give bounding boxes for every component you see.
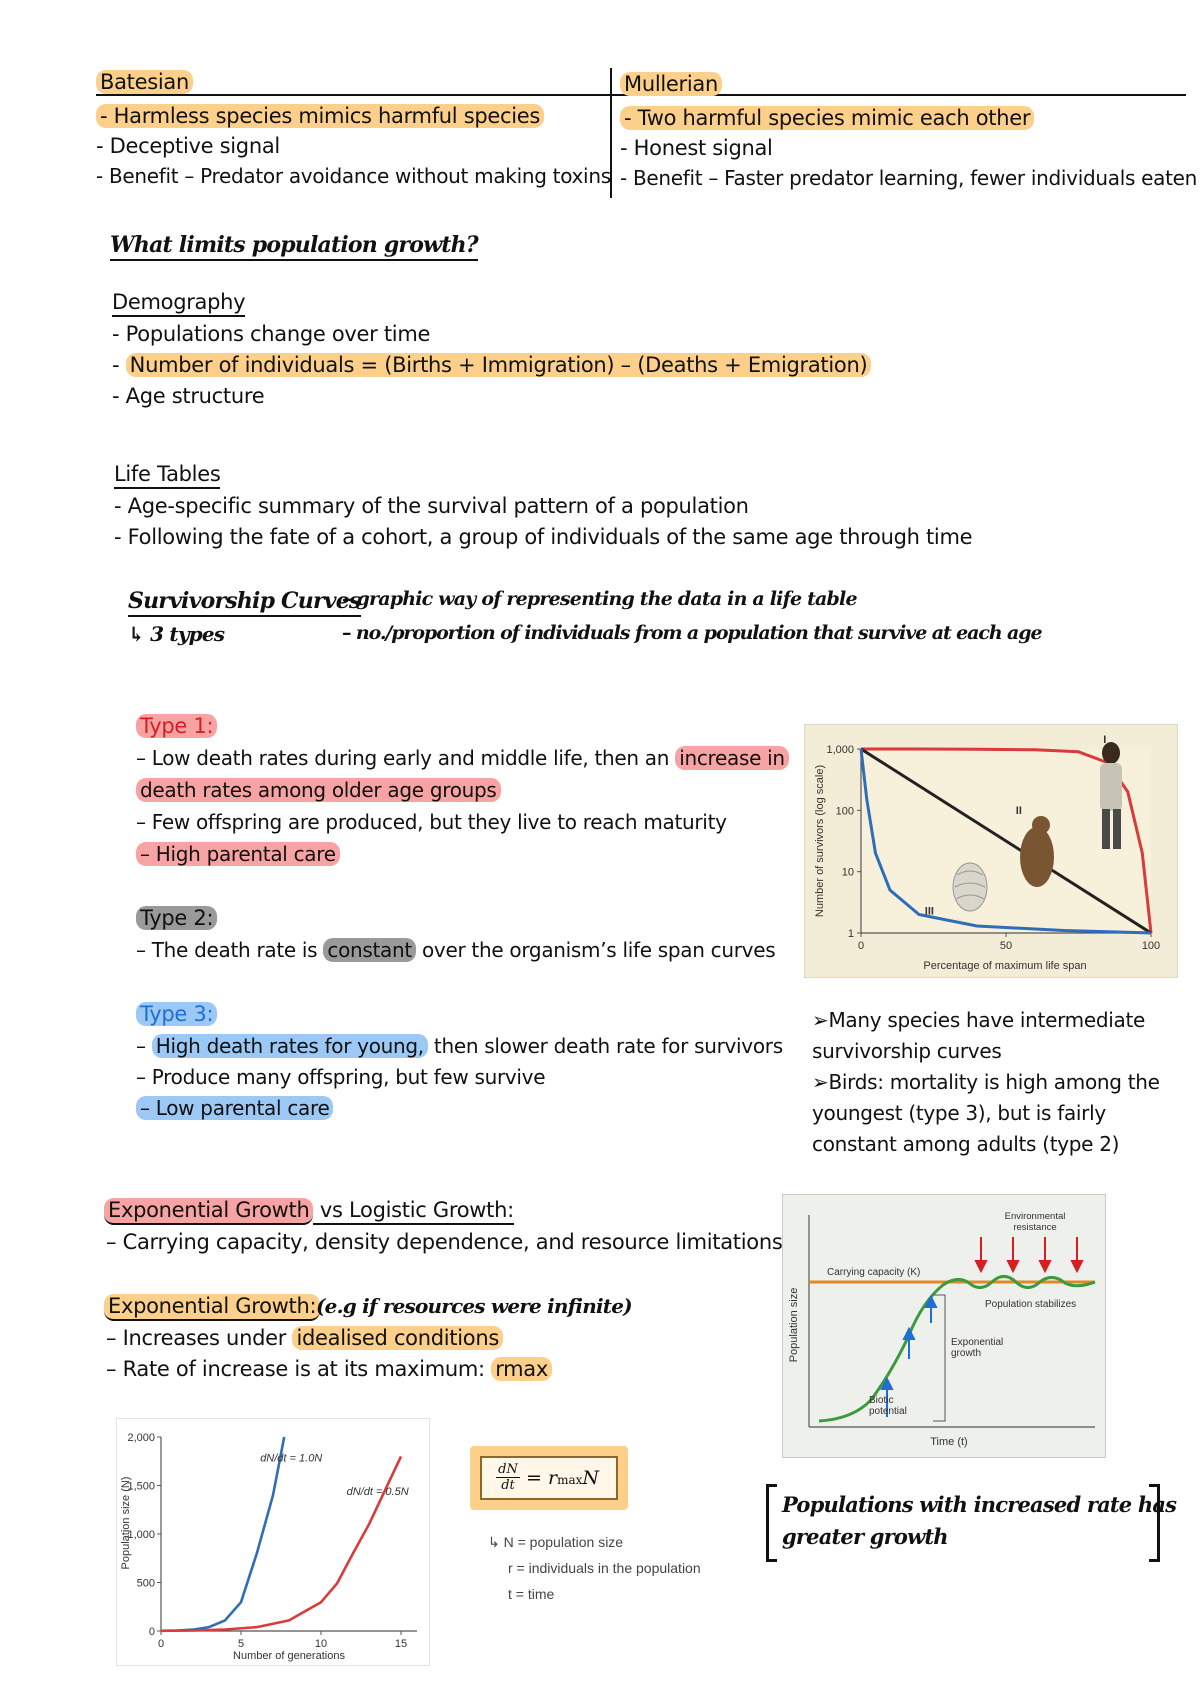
survivorship-figure — [804, 724, 1178, 978]
label-potential: potential — [869, 1406, 907, 1417]
series-line-r-1-0 — [161, 1437, 284, 1631]
x-tick-label: 100 — [1141, 940, 1161, 952]
equation-legend-1: ↳ N = population size — [488, 1534, 624, 1550]
x-axis-label: Number of generations — [233, 1650, 345, 1662]
series-label-type-III: III — [924, 905, 934, 918]
type1-line-2: death rates among older age groups — [136, 778, 501, 802]
x-axis-label: Percentage of maximum life span — [923, 960, 1087, 972]
logistic-chart — [783, 1195, 1105, 1457]
equation-fraction: dN dt — [496, 1462, 520, 1493]
equation-box — [470, 1446, 628, 1510]
x-axis-label: Time (t) — [930, 1436, 968, 1448]
note-line-2: survivorship curves — [812, 1039, 1002, 1063]
type2-title: Type 2: — [136, 906, 217, 930]
x-tick-label: 10 — [314, 1638, 328, 1650]
type3-title: Type 3: — [136, 1002, 217, 1026]
x-tick-label: 5 — [237, 1638, 245, 1650]
equation-rhs: = rmaxN — [526, 1467, 599, 1489]
label-environmental: Environmental — [1004, 1211, 1066, 1222]
exponential-chart — [117, 1419, 429, 1665]
y-tick-label: 100 — [835, 805, 854, 818]
series-label-type-I: I — [1103, 734, 1107, 746]
series-line-r-0-5 — [161, 1456, 401, 1630]
batesian-item-3: - Benefit – Predator avoidance without making toxins — [96, 164, 611, 188]
logistic-figure — [782, 1194, 1106, 1458]
note-line-1: ➢Many species have intermediate — [812, 1008, 1146, 1032]
equation-legend-2: r = individuals in the population — [508, 1560, 701, 1576]
survivorship-definition: – graphic way of representing the data in a life table — [342, 588, 857, 610]
life-tables-title: Life Tables — [114, 462, 220, 489]
survivorship-title: Survivorship Curves — [128, 588, 361, 617]
label-carrying-capacity: Carrying capacity (K) — [827, 1267, 921, 1278]
survivorship-types: ↳ 3 types — [128, 622, 225, 646]
y-tick-label: 500 — [136, 1577, 155, 1590]
page-heading: What limits population growth? — [110, 232, 478, 261]
series-label-type-II: II — [1015, 804, 1022, 817]
type1-title: Type 1: — [136, 714, 217, 738]
label-resistance: resistance — [1013, 1222, 1057, 1233]
mullerian-title: Mullerian — [620, 72, 722, 96]
life-tables-item-1: - Age-specific summary of the survival pattern of a population — [114, 494, 749, 518]
mullerian-item-2: - Honest signal — [620, 136, 773, 160]
equation-frame — [480, 1456, 618, 1500]
label-biotic: Biotic — [869, 1395, 894, 1406]
series-label: dN/dt = 0.5N — [346, 1486, 409, 1499]
y-axis-label: Population size — [788, 1287, 800, 1363]
label-population-stabilizes: Population stabilizes — [985, 1299, 1077, 1310]
survivorship-chart — [805, 725, 1177, 977]
exponential-line-1: – Increases under idealised conditions — [106, 1326, 503, 1350]
exponential-bracket — [933, 1295, 945, 1421]
note-line-3: ➢Birds: mortality is high among the — [812, 1070, 1160, 1094]
y-tick-label: 1,000 — [826, 744, 854, 756]
mimicry-table — [96, 68, 1198, 198]
x-tick-label: 0 — [157, 1638, 165, 1650]
type1-line-3: – Few offspring are produced, but they live to reach maturity — [136, 810, 727, 834]
left-bracket — [766, 1484, 777, 1562]
demography-item-2: - Number of individuals = (Births + Immigration) – (Deaths + Emigration) — [112, 353, 871, 377]
y-axis-label: Number of survivors (log scale) — [814, 764, 826, 918]
type2-line-1: – The death rate is constant over the organism’s life span curves — [136, 938, 776, 962]
bracket-note-line-2: greater growth — [782, 1524, 948, 1549]
y-tick-label: 2,000 — [127, 1432, 155, 1444]
environmental-resistance-arrows — [976, 1237, 1082, 1271]
y-tick-label: 1 — [847, 928, 854, 940]
x-tick-label: 0 — [857, 940, 865, 952]
bracket-note — [766, 1484, 1177, 1560]
type3-line-1: – High death rates for young, then slower death rate for survivors — [136, 1034, 783, 1058]
y-tick-label: 1,000 — [127, 1529, 155, 1541]
bracket-note-line-1: Populations with increased rate has — [782, 1492, 1177, 1517]
note-line-5: constant among adults (type 2) — [812, 1132, 1120, 1156]
demography-title: Demography — [112, 290, 245, 317]
demography-item-1: - Populations change over time — [112, 322, 431, 346]
label-exponential: Exponential — [951, 1337, 1004, 1348]
batesian-item-1: - Harmless species mimics harmful species — [96, 104, 544, 128]
x-tick-label: 50 — [999, 940, 1013, 952]
y-tick-label: 10 — [841, 866, 854, 879]
exponential-figure — [116, 1418, 430, 1666]
exponential-note: (e.g if resources were infinite) — [316, 1294, 632, 1318]
survivorship-definition-2: – no./proportion of individuals from a population that survive at each age — [342, 622, 1042, 644]
oyster-illustration — [953, 863, 987, 911]
mullerian-item-3: - Benefit – Faster predator learning, fewer individuals eaten — [620, 166, 1198, 190]
growth-title: Exponential Growth vs Logistic Growth: — [104, 1198, 514, 1222]
type3-line-2: – Produce many offspring, but few survive — [136, 1065, 546, 1089]
demography-item-3: - Age structure — [112, 384, 265, 408]
type1-line-4: – High parental care — [136, 842, 340, 866]
exponential-line-2: – Rate of increase is at its maximum: rmax — [106, 1357, 552, 1381]
growth-subtitle: – Carrying capacity, density dependence, and resource limitations — [106, 1230, 783, 1254]
y-tick-label: 1,500 — [127, 1480, 155, 1493]
y-axis-label: Population size (N) — [120, 1476, 132, 1570]
y-tick-label: 0 — [148, 1626, 155, 1638]
batesian-title: Batesian — [96, 70, 193, 94]
batesian-item-2: - Deceptive signal — [96, 134, 280, 158]
equation-legend-3: t = time — [508, 1586, 555, 1602]
label-growth: growth — [951, 1348, 982, 1359]
series-label: dN/dt = 1.0N — [260, 1452, 323, 1465]
mullerian-item-1: - Two harmful species mimic each other — [620, 106, 1034, 130]
type3-line-3: – Low parental care — [136, 1096, 333, 1120]
exponential-title: Exponential Growth: — [104, 1294, 320, 1318]
note-line-4: youngest (type 3), but is fairly — [812, 1101, 1106, 1125]
type1-line-1: – Low death rates during early and middle life, then an increase in — [136, 746, 789, 770]
x-tick-label: 15 — [394, 1638, 408, 1650]
life-tables-item-2: - Following the fate of a cohort, a group of individuals of the same age through time — [114, 525, 973, 549]
